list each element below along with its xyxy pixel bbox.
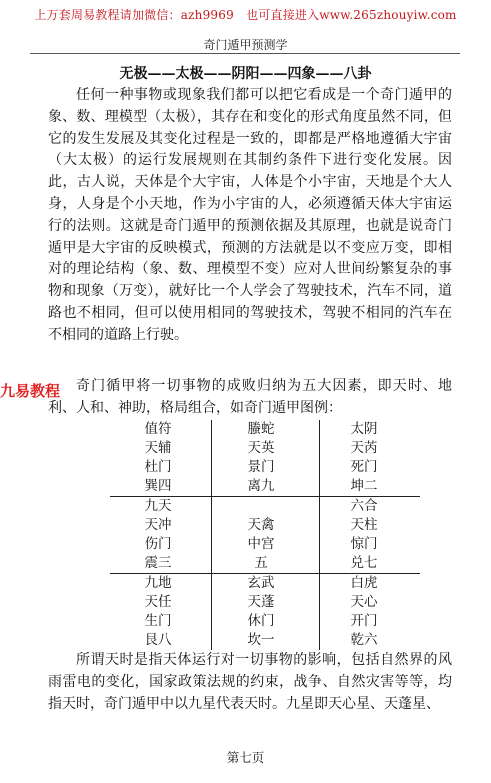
chart-cell: 九地 bbox=[144, 575, 172, 591]
chart-divider bbox=[319, 497, 320, 573]
chart-cell: 天任 bbox=[144, 594, 172, 610]
chart-cell: 天英 bbox=[247, 440, 275, 456]
chart-row bbox=[110, 535, 420, 554]
chart-cell: 惊门 bbox=[350, 536, 378, 552]
promo-banner: 上万套周易教程请加微信：azh9969 也可直接进入www.265zhouyiw.com bbox=[34, 8, 457, 22]
chart-cell: 天辅 bbox=[144, 440, 172, 456]
paragraph-taiji: 任何一种事物或现象我们都可以把它看成是一个奇门遁甲的象、数、理模型（太极），其存在和变化的形式角度虽然不同，但它的发生发展及其变化过程是一致的，即都是严格地遵循大宇宙（大太极）的运行发展规则在其制约条件下进行变化发展。因此，古人说，天体是个大宇宙，人体是个小宇宙，天地是个大人身，人身是个小天地，作为小宇宙的人，必须遵循天体大宇宙运行的法则。这就是奇门遁甲的预测依据及其原理，也就是说奇门遁甲是大宇宙的反映模式，预测的方法就是以不变应万变，即相对的理论结构（象、数、理模型不变）应对人世间纷繁复杂的事物和现象（万变），就好比一个人学会了驾驶技术，汽车不同，道路也不相同，但可以使用相同的驾驶技术，驾驶不相同的汽车在不相同的道路上行驶。 bbox=[48, 87, 452, 343]
chart-row bbox=[110, 497, 420, 516]
chart-divider bbox=[319, 574, 320, 650]
chart-cell: 乾六 bbox=[350, 632, 378, 648]
chart-cell: 五 bbox=[254, 555, 268, 571]
chart-cell: 螣蛇 bbox=[247, 421, 275, 437]
chart-cell: 开门 bbox=[350, 613, 378, 629]
chart-block-upper bbox=[110, 420, 420, 496]
chart-divider bbox=[319, 420, 320, 496]
chart-cell: 兑七 bbox=[350, 555, 378, 571]
chart-cell: 坎一 bbox=[247, 632, 275, 648]
chart-cell: 六合 bbox=[350, 498, 378, 514]
chart-row bbox=[110, 516, 420, 535]
chart-cell: 死门 bbox=[350, 459, 378, 475]
chart-cell: 离九 bbox=[247, 478, 275, 494]
qimen-chart bbox=[110, 420, 420, 650]
chart-cell: 太阴 bbox=[350, 421, 378, 437]
chart-cell: 生门 bbox=[144, 613, 172, 629]
paragraph-tianshi: 所谓天时是指天体运行对一切事物的影响，包括自然界的风雨雷电的变化，国家政策法规的约束，战争、自然灾害等等，均指天时，奇门遁甲中以九星代表天时。九星即天心星、天蓬星、 bbox=[48, 652, 452, 712]
chart-cell: 巽四 bbox=[144, 478, 172, 494]
chart-cell: 玄武 bbox=[247, 575, 275, 591]
chart-row bbox=[110, 439, 420, 458]
chart-block-middle bbox=[110, 496, 420, 573]
chart-cell: 坤二 bbox=[350, 478, 378, 494]
chart-cell: 艮八 bbox=[144, 632, 172, 648]
chart-row bbox=[110, 477, 420, 496]
chart-block-lower bbox=[110, 573, 420, 650]
section-title: 无极——太极——阴阳——四象——八卦 bbox=[119, 66, 372, 82]
chart-row bbox=[110, 612, 420, 631]
chart-divider bbox=[211, 420, 212, 496]
chart-row bbox=[110, 420, 420, 439]
chart-cell: 天心 bbox=[350, 594, 378, 610]
chart-cell: 天蓬 bbox=[247, 594, 275, 610]
chart-row bbox=[110, 554, 420, 573]
chart-divider bbox=[211, 497, 212, 573]
chart-cell: 天芮 bbox=[350, 440, 378, 456]
chart-cell: 中宫 bbox=[247, 536, 275, 552]
chart-cell bbox=[206, 497, 316, 516]
chart-cell: 天禽 bbox=[247, 517, 275, 533]
chart-row bbox=[110, 574, 420, 593]
chart-cell: 震三 bbox=[144, 555, 172, 571]
chart-cell: 九天 bbox=[144, 498, 172, 514]
chart-row bbox=[110, 593, 420, 612]
chart-cell: 天柱 bbox=[350, 517, 378, 533]
running-title: 奇门遁甲预测学 bbox=[203, 38, 288, 52]
paragraph-five-factors: 奇门循甲将一切事物的成败归纳为五大因素，即天时、地利、人和、神助，格局组合，如奇门遁甲图例： bbox=[48, 378, 452, 416]
page-number: 第七页 bbox=[226, 750, 265, 765]
chart-cell: 休门 bbox=[247, 613, 275, 629]
chart-cell: 景门 bbox=[247, 459, 275, 475]
chart-cell: 白虎 bbox=[350, 575, 378, 591]
chart-cell: 杜门 bbox=[144, 459, 172, 475]
chart-cell: 天冲 bbox=[144, 517, 172, 533]
chart-divider bbox=[211, 574, 212, 650]
chart-row bbox=[110, 458, 420, 477]
chart-cell: 值符 bbox=[144, 421, 172, 437]
chart-row bbox=[110, 631, 420, 650]
header-rule bbox=[30, 53, 460, 54]
watermark-label: 九易教程 bbox=[0, 382, 61, 400]
chart-cell: 伤门 bbox=[144, 536, 172, 552]
